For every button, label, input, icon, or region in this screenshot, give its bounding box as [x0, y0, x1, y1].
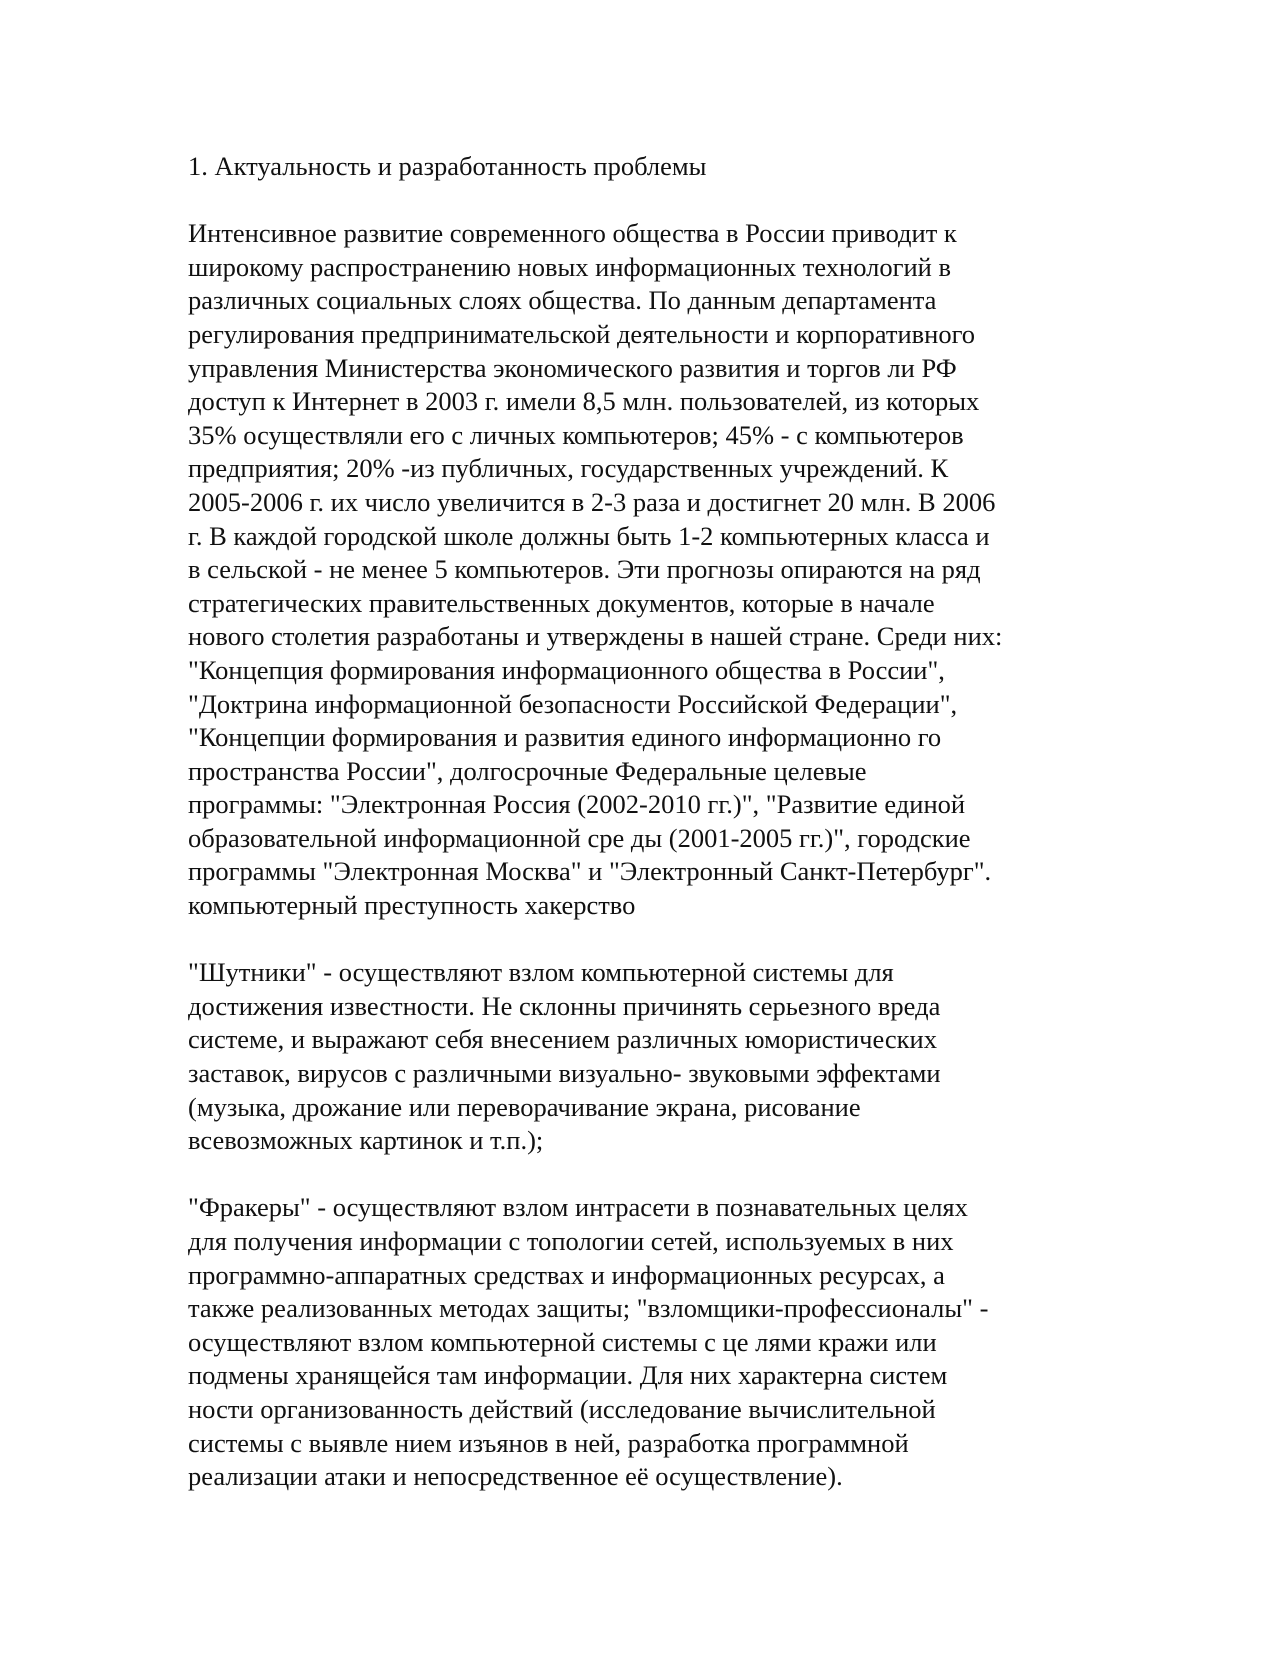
paragraph-gap	[188, 923, 1093, 957]
paragraph-gap	[188, 184, 1093, 218]
paragraph-line: достижения известности. Не склонны причинять серьезного вреда	[188, 990, 941, 1021]
paragraph-line: доступ к Интернет в 2003 г. имели 8,5 млн. пользователей, из которых	[188, 386, 980, 417]
paragraph-line: также реализованных методах защиты; "взломщики-профессионалы" -	[188, 1293, 989, 1324]
paragraph-line: 2005-2006 г. их число увеличится в 2-3 раза и достигнет 20 млн. В 2006	[188, 486, 996, 517]
paragraph-line: управления Министерства экономического развития и торгов ли РФ	[188, 352, 957, 383]
paragraph-line: широкому распространению новых информационных технологий в	[188, 251, 951, 282]
paragraph-line: 35% осуществляли его с личных компьютеров; 45% - с компьютеров	[188, 419, 964, 450]
paragraph-line: реализации атаки и непосредственное её осуществление).	[188, 1461, 843, 1492]
paragraph-line: г. В каждой городской школе должны быть 1-2 компьютерных класса и	[188, 520, 990, 551]
paragraph-gap	[188, 1158, 1093, 1192]
paragraph-line: всевозможных картинок и т.п.);	[188, 1125, 544, 1156]
paragraph-line: Интенсивное развитие современного общества в России приводит к	[188, 218, 957, 249]
document-body	[188, 150, 1093, 1494]
paragraph-line: программы: "Электронная Россия (2002-2010 гг.)", "Развитие единой	[188, 789, 966, 820]
paragraph-line: "Концепции формирования и развития единого информационно го	[188, 722, 942, 753]
paragraph-line: "Доктрина информационной безопасности Российской Федерации",	[188, 688, 958, 719]
paragraph-line: стратегических правительственных документов, которые в начале	[188, 587, 935, 618]
paragraph-2	[188, 956, 1093, 1158]
paragraph-3	[188, 1191, 1093, 1493]
paragraph-line: программы "Электронная Москва" и "Электронный Санкт-Петербург".	[188, 856, 992, 887]
paragraph-line: различных социальных слоях общества. По данным департамента	[188, 285, 937, 316]
paragraph-line: "Концепция формирования информационного общества в России",	[188, 654, 945, 685]
paragraph-line: осуществляют взлом компьютерной системы с це лями кражи или	[188, 1326, 937, 1357]
paragraph-line: образовательной информационной сре ды (2001-2005 гг.)", городские	[188, 822, 971, 853]
paragraph-line: программно-аппаратных средствах и информационных ресурсах, а	[188, 1259, 945, 1290]
paragraph-line: в сельской - не менее 5 компьютеров. Эти прогнозы опираются на ряд	[188, 554, 981, 585]
paragraph-1	[188, 217, 1093, 922]
paragraph-line: пространства России", долгосрочные Федеральные целевые	[188, 755, 867, 786]
paragraph-line: ности организованность действий (исследование вычислительной	[188, 1393, 936, 1424]
paragraph-line: "Фракеры" - осуществляют взлом интрасети в познавательных целях	[188, 1192, 968, 1223]
paragraph-line: нового столетия разработаны и утверждены в нашей стране. Среди них:	[188, 621, 1003, 652]
paragraph-line: компьютерный преступность хакерство	[188, 890, 636, 921]
paragraph-line: для получения информации с топологии сетей, используемых в них	[188, 1226, 954, 1256]
paragraph-line: "Шутники" - осуществляют взлом компьютерной системы для	[188, 957, 894, 988]
paragraph-line: заставок, вирусов с различными визуально- звуковыми эффектами	[188, 1058, 941, 1089]
paragraph-line: системы с выявле нием изъянов в ней, разработка программной	[188, 1427, 909, 1458]
paragraph-line: (музыка, дрожание или переворачивание экрана, рисование	[188, 1091, 861, 1122]
paragraph-line: системе, и выражают себя внесением различных юмористических	[188, 1024, 937, 1055]
paragraph-line: регулирования предпринимательской деятельности и корпоративного	[188, 318, 976, 349]
paragraph-line: подмены хранящейся там информации. Для них характерна систем	[188, 1360, 948, 1391]
paragraph-line: предприятия; 20% -из публичных, государственных учреждений. К	[188, 453, 949, 484]
section-heading: 1. Актуальность и разработанность проблемы	[188, 151, 707, 181]
